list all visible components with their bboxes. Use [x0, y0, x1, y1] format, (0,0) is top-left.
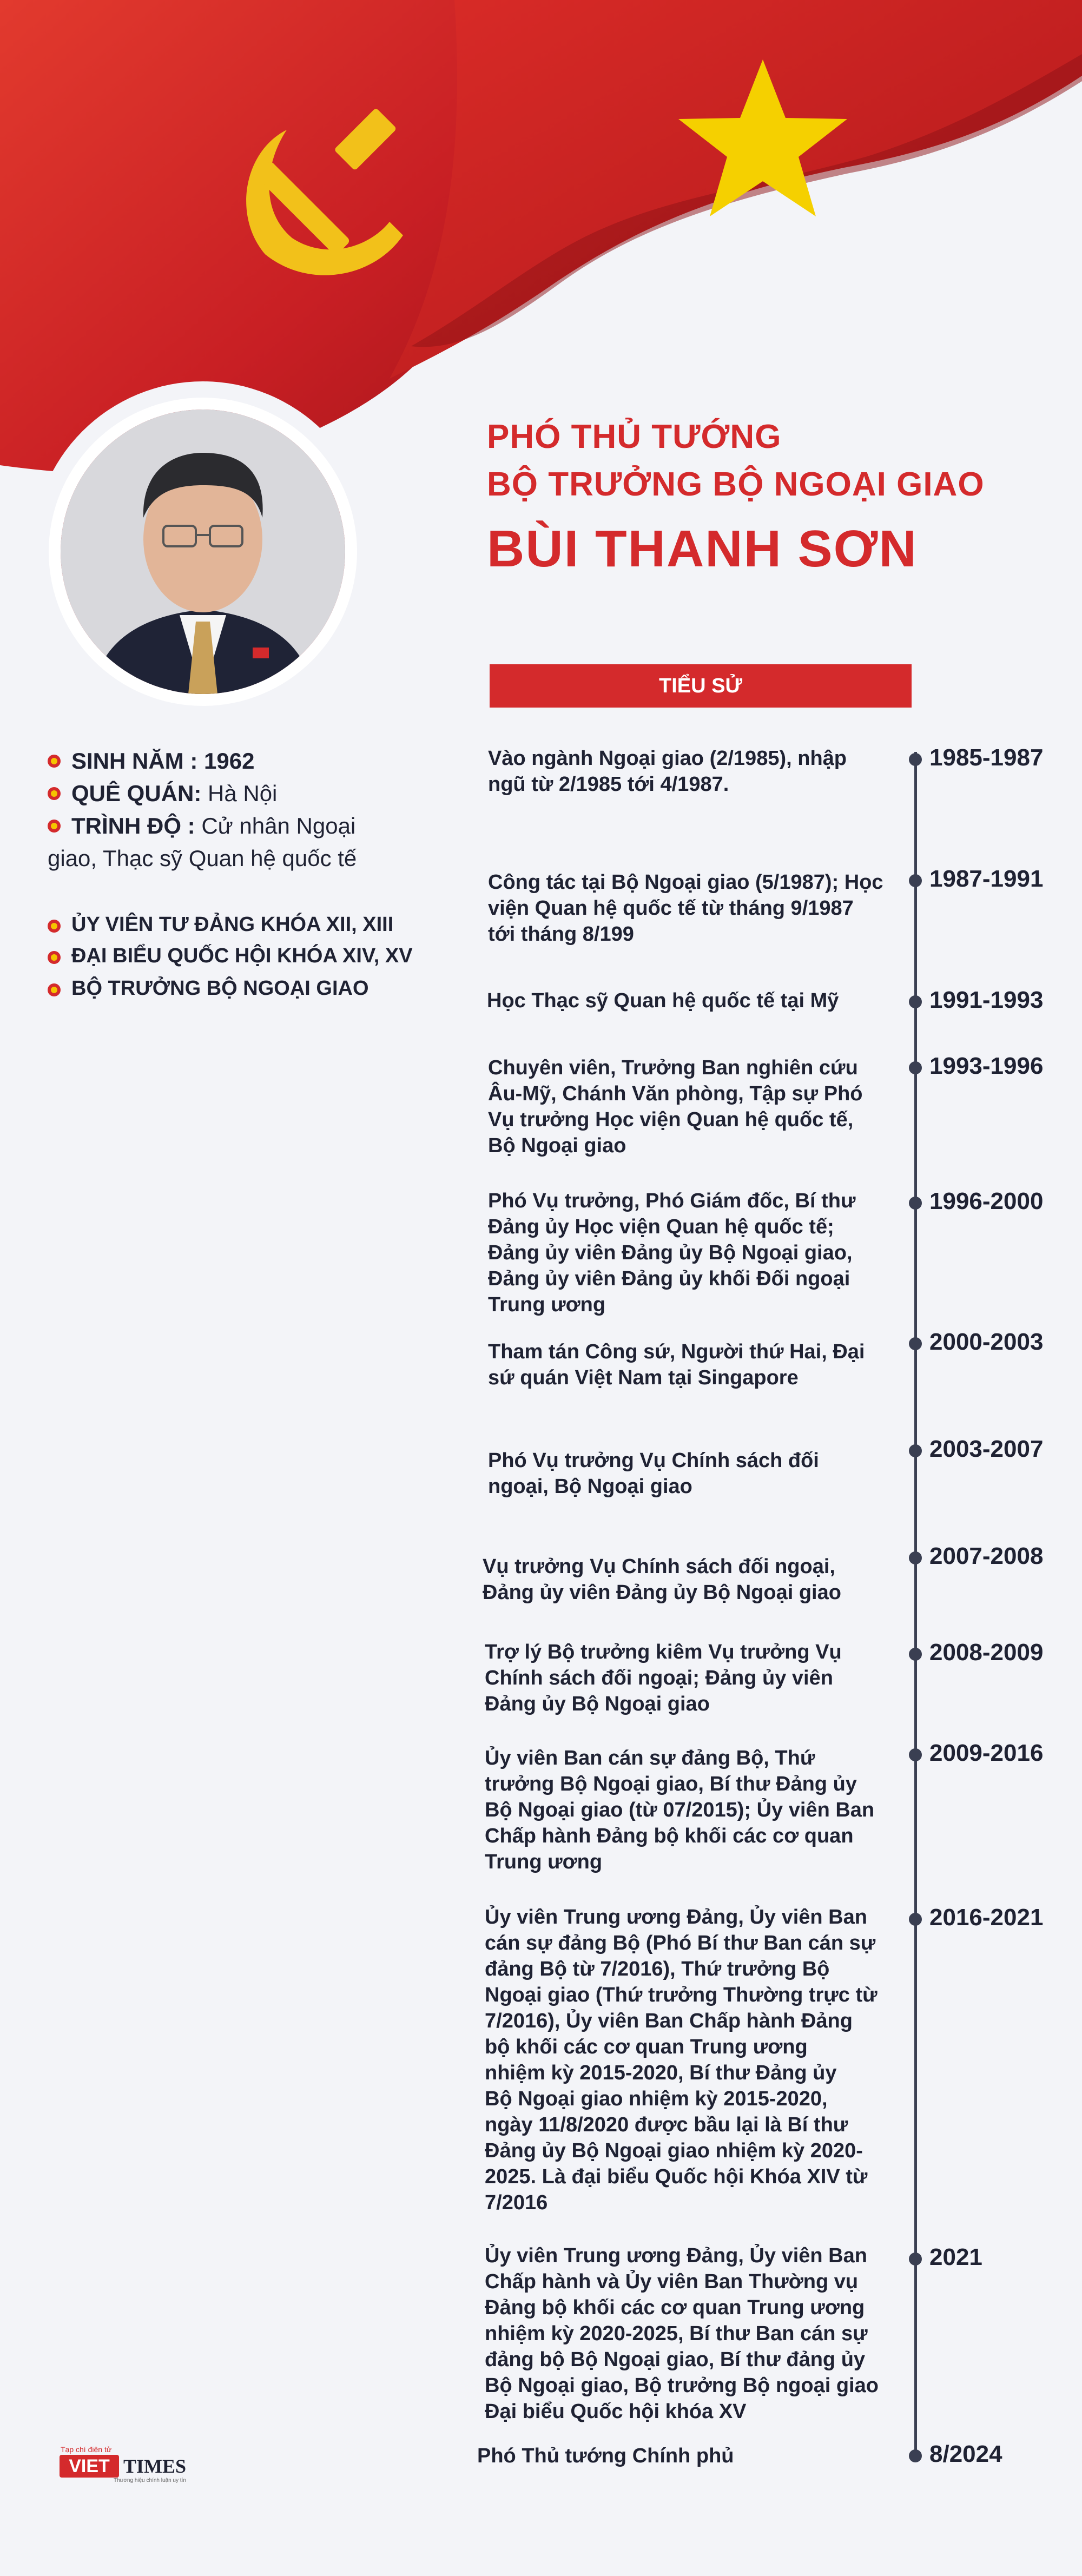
timeline-text: Phó Thủ tướng Chính phủ: [477, 2445, 734, 2467]
timeline-year: 2007-2008: [929, 1543, 1044, 1569]
logo-subtitle: Thương hiệu chính luận uy tín: [114, 2478, 186, 2483]
timeline-year: 2009-2016: [929, 1740, 1044, 1766]
timeline-dot: [909, 1197, 922, 1210]
timeline-dot: [909, 2449, 922, 2462]
timeline-text: Vụ trưởng Vụ Chính sách đối ngoại, Đảng ủy viên Đảng ủy Bộ Ngoại giao: [483, 1555, 841, 1604]
portrait-photo: [61, 409, 345, 694]
logo-viet: VIET: [60, 2455, 119, 2478]
timeline-year: 2000-2003: [929, 1329, 1044, 1355]
timeline-dot: [909, 1061, 922, 1074]
timeline-text: Ủy viên Trung ương Đảng, Ủy viên Ban Chấp hành và Ủy viên Ban Thường vụ Đảng bộ khối các cơ quan Trung ương nhiệm kỳ 2020-2025, Bí thư Ban cán sự đảng bộ Bộ Ngoại giao, Bí thư đảng ủy Bộ Ngoại giao, Bộ trưởng Bộ ngoại giao Đại biểu Quốc hội khóa XV: [485, 2244, 879, 2423]
timeline-dot: [909, 1444, 922, 1457]
timeline-year: 2016-2021: [929, 1904, 1044, 1931]
emblem-bullet-icon: [47, 818, 62, 834]
timeline-year: 1985-1987: [929, 744, 1044, 771]
emblem-bullet-icon: [47, 982, 62, 998]
timeline-dot: [909, 1648, 922, 1661]
timeline-year: 1987-1991: [929, 866, 1044, 892]
timeline-text: Ủy viên Ban cán sự đảng Bộ, Thứ trưởng Bộ Ngoại giao, Bí thư Đảng ủy Bộ Ngoại giao (từ 07/2015); Ủy viên Ban Chấp hành Đảng bộ khối các cơ quan Trung ương: [485, 1747, 875, 1873]
emblem-bullet-icon: [47, 919, 62, 934]
timeline-text: Tham tán Công sứ, Người thứ Hai, Đại sứ quán Việt Nam tại Singapore: [488, 1340, 865, 1389]
timeline-year: 1996-2000: [929, 1188, 1044, 1214]
timeline-year: 1991-1993: [929, 987, 1044, 1013]
timeline-text: Trợ lý Bộ trưởng kiêm Vụ trưởng Vụ Chính sách đối ngoại; Đảng ủy viên Đảng ủy Bộ Ngoại giao: [485, 1641, 842, 1715]
logo-tagline: Tạp chí điện tử: [61, 2445, 112, 2454]
timeline-dot: [909, 1337, 922, 1350]
timeline-dot: [909, 753, 922, 766]
emblem-bullet-icon: [47, 950, 62, 965]
timeline-text: Ủy viên Trung ương Đảng, Ủy viên Ban cán sự đảng Bộ (Phó Bí thư Ban cán sự đảng Bộ từ 7/2016), Thứ trưởng Bộ Ngoại giao (Thứ trưởng Thường trực từ 7/2016), Ủy viên Ban Chấp hành Đảng bộ khối các cơ quan Trung ương nhiệm kỳ 2015-2020, Bí thư Đảng ủy Bộ Ngoại giao nhiệm kỳ 2015-2020, ngày 11/8/2020 được bầu lại là Bí thư Đảng ủy Bộ Ngoại giao nhiệm kỳ 2020- 2025. Là đại biểu Quốc hội Khóa XIV từ 7/2016: [485, 1906, 878, 2214]
person-name: BÙI THANH SƠN: [487, 520, 918, 578]
timeline-text: Học Thạc sỹ Quan hệ quốc tế tại Mỹ: [487, 989, 839, 1012]
timeline-text: Phó Vụ trưởng Vụ Chính sách đối ngoại, Bộ Ngoại giao: [488, 1449, 819, 1498]
portrait-frame: [49, 398, 357, 706]
viettimes-logo: [60, 2445, 200, 2483]
logo-times: TIMES: [123, 2455, 187, 2477]
timeline-dot: [909, 1913, 922, 1926]
timeline-year: 2008-2009: [929, 1639, 1044, 1666]
bio-heading: TIỂU SỬ: [490, 664, 912, 708]
timeline-text: Chuyên viên, Trưởng Ban nghiên cứu Âu-Mỹ, Chánh Văn phòng, Tập sự Phó Vụ trưởng Học viện Quan hệ quốc tế, Bộ Ngoại giao: [488, 1056, 863, 1157]
timeline-dot: [909, 874, 922, 887]
timeline-text: Công tác tại Bộ Ngoại giao (5/1987); Học viện Quan hệ quốc tế từ tháng 9/1987 tới tháng 8/199: [488, 871, 883, 946]
title-line-2: BỘ TRƯỞNG BỘ NGOẠI GIAO: [487, 466, 985, 503]
timeline-dot: [909, 1748, 922, 1761]
timeline-dot: [909, 1551, 922, 1564]
emblem-bullet-icon: [47, 754, 62, 769]
timeline-text: Vào ngành Ngoại giao (2/1985), nhập ngũ từ 2/1985 tới 4/1987.: [488, 747, 847, 796]
timeline-dot: [909, 2253, 922, 2265]
title-line-1: PHÓ THỦ TƯỚNG: [487, 418, 782, 455]
timeline-year: 1993-1996: [929, 1053, 1044, 1079]
timeline-year: 2021: [929, 2244, 982, 2270]
timeline-dot: [909, 995, 922, 1008]
emblem-bullet-icon: [47, 786, 62, 801]
timeline-year: 2003-2007: [929, 1436, 1044, 1462]
timeline-text: Phó Vụ trưởng, Phó Giám đốc, Bí thư Đảng ủy Học viện Quan hệ quốc tế; Đảng ủy viên Đảng ủy Bộ Ngoại giao, Đảng ủy viên Đảng ủy khối Đối ngoại Trung ương: [488, 1190, 856, 1316]
timeline-year: 8/2024: [929, 2441, 1002, 2467]
